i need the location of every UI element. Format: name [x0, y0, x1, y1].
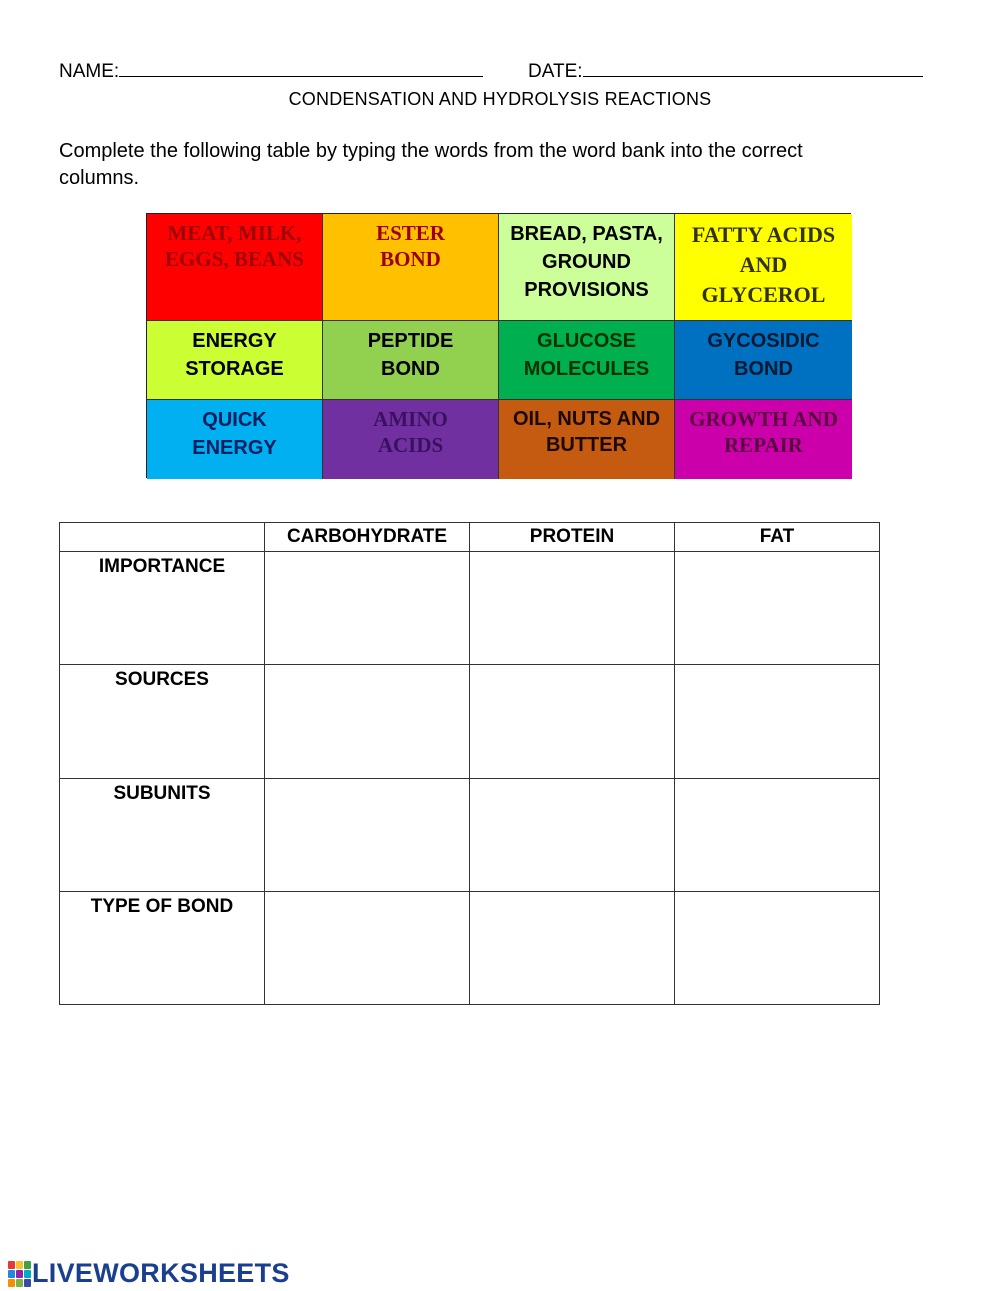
logo-square: [16, 1279, 23, 1287]
date-label: DATE:: [528, 61, 583, 82]
word-tile-label: MEAT, MILK, EGGS, BEANS: [165, 221, 304, 271]
logo-grid-icon: [8, 1261, 30, 1287]
logo-square: [24, 1261, 31, 1269]
table-row: [60, 552, 880, 665]
answer-cell[interactable]: [265, 779, 470, 892]
logo-square: [24, 1279, 31, 1287]
word-bank: [146, 213, 851, 478]
date-line[interactable]: [583, 75, 923, 77]
name-field[interactable]: [59, 61, 483, 83]
logo-square: [8, 1261, 15, 1269]
table-row: [60, 779, 880, 892]
logo-square: [8, 1279, 15, 1287]
word-tile[interactable]: [147, 214, 323, 321]
word-tile-label: QUICK ENERGY: [192, 409, 277, 459]
liveworksheets-logo[interactable]: [8, 1258, 290, 1289]
word-tile[interactable]: [499, 321, 675, 400]
word-tile[interactable]: [499, 214, 675, 321]
row-label-type-of-bond: TYPE OF BOND: [60, 892, 265, 1005]
answer-cell[interactable]: [265, 892, 470, 1005]
instructions-line-2: columns.: [59, 167, 140, 189]
instructions-line-1: Complete the following table by typing the words from the word bank into the correct: [59, 140, 803, 162]
table-header-carbohydrate: CARBOHYDRATE: [265, 523, 470, 552]
word-tile-label: GLUCOSE MOLECULES: [523, 330, 650, 380]
table-row: [60, 665, 880, 779]
logo-square: [16, 1261, 23, 1269]
row-label-importance: IMPORTANCE: [60, 552, 265, 665]
answer-cell[interactable]: [470, 779, 675, 892]
word-tile[interactable]: [323, 400, 499, 479]
word-tile[interactable]: [675, 214, 852, 321]
logo-square: [8, 1270, 15, 1278]
answer-cell[interactable]: [470, 665, 675, 779]
name-label: NAME:: [59, 61, 120, 82]
answer-cell[interactable]: [675, 665, 880, 779]
page-title: CONDENSATION AND HYDROLYSIS REACTIONS: [288, 89, 712, 109]
table-header-row: [60, 523, 880, 552]
word-tile[interactable]: [323, 321, 499, 400]
word-tile-label: GROWTH AND REPAIR: [689, 407, 838, 457]
word-tile-label: AMINO ACIDS: [373, 407, 448, 457]
word-tile[interactable]: [675, 321, 852, 400]
word-tile-label: ENERGY STORAGE: [185, 330, 284, 380]
word-tile-label: BREAD, PASTA, GROUND PROVISIONS: [510, 223, 663, 301]
row-label-sources: SOURCES: [60, 665, 265, 779]
answer-cell[interactable]: [675, 892, 880, 1005]
answer-cell[interactable]: [675, 779, 880, 892]
logo-text: LIVEWORKSHEETS: [32, 1258, 290, 1288]
table-header-fat: FAT: [675, 523, 880, 552]
instructions: [59, 138, 939, 192]
word-tile[interactable]: [323, 214, 499, 321]
table-row: [60, 892, 880, 1005]
table-header-blank: [60, 523, 265, 552]
table-header-protein: PROTEIN: [470, 523, 675, 552]
name-line[interactable]: [119, 75, 483, 77]
word-tile[interactable]: [147, 321, 323, 400]
word-tile[interactable]: [675, 400, 852, 479]
logo-square: [16, 1270, 23, 1278]
answer-cell[interactable]: [470, 552, 675, 665]
answer-cell[interactable]: [470, 892, 675, 1005]
word-tile-label: GYCOSIDIC BOND: [707, 330, 820, 380]
word-tile[interactable]: [147, 400, 323, 479]
answer-table: [59, 522, 880, 1005]
row-label-subunits: SUBUNITS: [60, 779, 265, 892]
logo-square: [24, 1270, 31, 1278]
answer-cell[interactable]: [265, 552, 470, 665]
word-tile-label: FATTY ACIDS AND GLYCEROL: [691, 222, 836, 307]
word-tile-label: PEPTIDE BOND: [367, 330, 454, 380]
word-tile-label: OIL, NUTS AND BUTTER: [512, 408, 661, 456]
answer-cell[interactable]: [675, 552, 880, 665]
date-field[interactable]: [528, 61, 923, 83]
word-tile[interactable]: [499, 400, 675, 479]
word-tile-label: ESTER BOND: [376, 221, 445, 271]
answer-cell[interactable]: [265, 665, 470, 779]
